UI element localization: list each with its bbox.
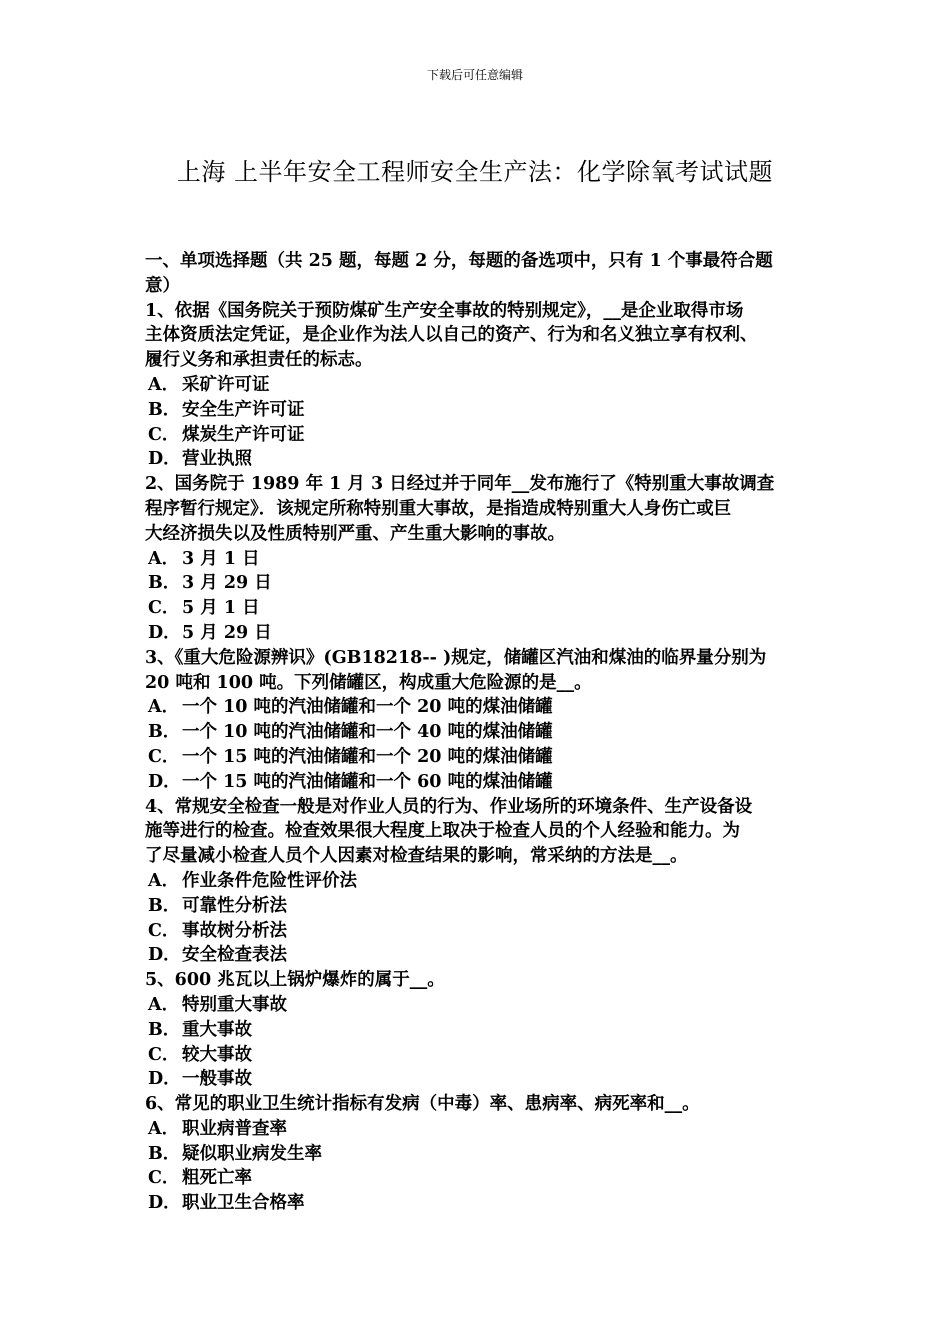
- question-stem-line: 施等进行的检查。检查效果很大程度上取决于检查人员的个人经验和能力。为: [145, 821, 740, 842]
- option-letter: B．: [148, 1019, 181, 1040]
- option-text: 粗死亡率: [182, 1168, 252, 1189]
- option-text: 煤炭生产许可证: [182, 424, 305, 445]
- option-text: 安全检查表法: [182, 945, 287, 966]
- answer-option: [145, 1166, 825, 1191]
- question-stem-line: 1、依据《国务院关于预防煤矿生产安全事故的特别规定》，__是企业取得市场: [145, 300, 744, 321]
- option-text: 职业病普查率: [182, 1118, 287, 1139]
- section-heading-line: 意）: [145, 275, 180, 296]
- option-letter: D．: [148, 1069, 181, 1090]
- option-text: 采矿许可证: [182, 374, 270, 395]
- question-5: [145, 968, 825, 1092]
- option-letter: D．: [148, 622, 181, 643]
- section-heading-line: 一、单项选择题（共 25 题，每题 2 分，每题的备选项中，只有 1 个事最符合题: [145, 251, 773, 271]
- option-letter: A．: [148, 994, 180, 1015]
- question-stem-line: 4、常规安全检查一般是对作业人员的行为、作业场所的环境条件、生产设备设: [145, 796, 753, 817]
- answer-option: [145, 621, 825, 646]
- question-2: [145, 472, 825, 646]
- option-letter: C．: [148, 920, 180, 941]
- question-6: [145, 1092, 825, 1216]
- question-stem-line: 履行义务和承担责任的标志。: [145, 350, 373, 371]
- option-letter: D．: [148, 945, 181, 966]
- option-letter: A．: [148, 870, 180, 891]
- question-1: [145, 299, 825, 473]
- option-text: 一般事故: [182, 1069, 252, 1090]
- question-stem-line: 5、600 兆瓦以上锅炉爆炸的属于__。: [145, 970, 445, 991]
- question-stem-line: 大经济损失以及性质特别严重、产生重大影响的事故。: [145, 523, 565, 544]
- option-letter: C．: [148, 598, 180, 619]
- answer-option: [145, 547, 825, 572]
- option-text: 作业条件危险性评价法: [182, 870, 357, 891]
- answer-option: [145, 943, 825, 968]
- option-text: 职业卫生合格率: [182, 1193, 305, 1214]
- question-stem-line: 20 吨和 100 吨。下列储罐区，构成重大危险源的是__。: [145, 672, 592, 693]
- answer-option: [145, 1067, 825, 1092]
- answer-option: [145, 770, 825, 795]
- option-letter: A．: [148, 548, 180, 569]
- option-letter: D．: [148, 771, 181, 792]
- answer-option: [145, 398, 825, 423]
- option-text: 3 月 29 日: [182, 573, 272, 594]
- document-title: 上海 上半年安全工程师安全生产法：化学除氧考试试题: [176, 158, 774, 186]
- option-text: 特别重大事故: [182, 994, 287, 1015]
- header-note: 下载后可任意编辑: [426, 68, 523, 82]
- answer-option: [145, 423, 825, 448]
- option-text: 一个 15 吨的汽油储罐和一个 60 吨的煤油储罐: [182, 771, 553, 792]
- option-letter: B．: [148, 895, 181, 916]
- option-text: 较大事故: [182, 1044, 252, 1065]
- answer-option: [145, 695, 825, 720]
- question-list: [145, 299, 825, 1216]
- option-letter: D．: [148, 1193, 181, 1214]
- option-text: 可靠性分析法: [182, 895, 287, 916]
- option-text: 营业执照: [182, 449, 252, 470]
- answer-option: [145, 1018, 825, 1043]
- option-text: 5 月 1 日: [182, 598, 260, 619]
- question-stem-line: 程序暂行规定》．该规定所称特别重大事故，是指造成特别重大人身伤亡或巨: [145, 498, 732, 519]
- exam-content: [145, 249, 825, 1216]
- option-letter: B．: [148, 573, 181, 594]
- section-heading: [145, 249, 825, 299]
- question-stem-line: 2、国务院于 1989 年 1 月 3 日经过并于同年__发布施行了《特别重大事故调查: [145, 474, 775, 495]
- option-text: 安全生产许可证: [182, 399, 305, 420]
- option-text: 疑似职业病发生率: [182, 1143, 322, 1164]
- option-letter: D．: [148, 449, 181, 470]
- answer-option: [145, 919, 825, 944]
- option-letter: B．: [148, 722, 181, 743]
- option-letter: B．: [148, 1143, 181, 1164]
- answer-option: [145, 1043, 825, 1068]
- option-text: 一个 10 吨的汽油储罐和一个 40 吨的煤油储罐: [182, 722, 553, 743]
- answer-option: [145, 869, 825, 894]
- question-stem-line: 3、《重大危险源辨识》(GB18218-- )规定，储罐区汽油和煤油的临界量分别为: [145, 647, 767, 668]
- option-letter: C．: [148, 1044, 180, 1065]
- option-text: 事故树分析法: [182, 920, 287, 941]
- answer-option: [145, 1142, 825, 1167]
- answer-option: [145, 894, 825, 919]
- answer-option: [145, 993, 825, 1018]
- question-4: [145, 795, 825, 969]
- option-text: 3 月 1 日: [182, 548, 260, 569]
- answer-option: [145, 373, 825, 398]
- question-3: [145, 646, 825, 795]
- option-letter: A．: [148, 697, 180, 718]
- option-text: 一个 15 吨的汽油储罐和一个 20 吨的煤油储罐: [182, 746, 553, 767]
- option-letter: A．: [148, 1118, 180, 1139]
- question-stem-line: 了尽量减小检查人员个人因素对检查结果的影响，常采纳的方法是__。: [145, 846, 688, 867]
- answer-option: [145, 571, 825, 596]
- option-letter: C．: [148, 746, 180, 767]
- option-text: 5 月 29 日: [182, 622, 272, 643]
- option-letter: B．: [148, 399, 181, 420]
- option-letter: C．: [148, 424, 180, 445]
- option-letter: A．: [148, 374, 180, 395]
- answer-option: [145, 447, 825, 472]
- answer-option: [145, 745, 825, 770]
- question-stem-line: 6、常见的职业卫生统计指标有发病（中毒）率、患病率、病死率和__。: [145, 1094, 700, 1115]
- option-letter: C．: [148, 1168, 180, 1189]
- option-text: 一个 10 吨的汽油储罐和一个 20 吨的煤油储罐: [182, 697, 553, 718]
- question-stem-line: 主体资质法定凭证，是企业作为法人以自己的资产、行为和名义独立享有权利、: [145, 325, 758, 346]
- answer-option: [145, 1191, 825, 1216]
- answer-option: [145, 596, 825, 621]
- answer-option: [145, 1117, 825, 1142]
- option-text: 重大事故: [182, 1019, 252, 1040]
- answer-option: [145, 720, 825, 745]
